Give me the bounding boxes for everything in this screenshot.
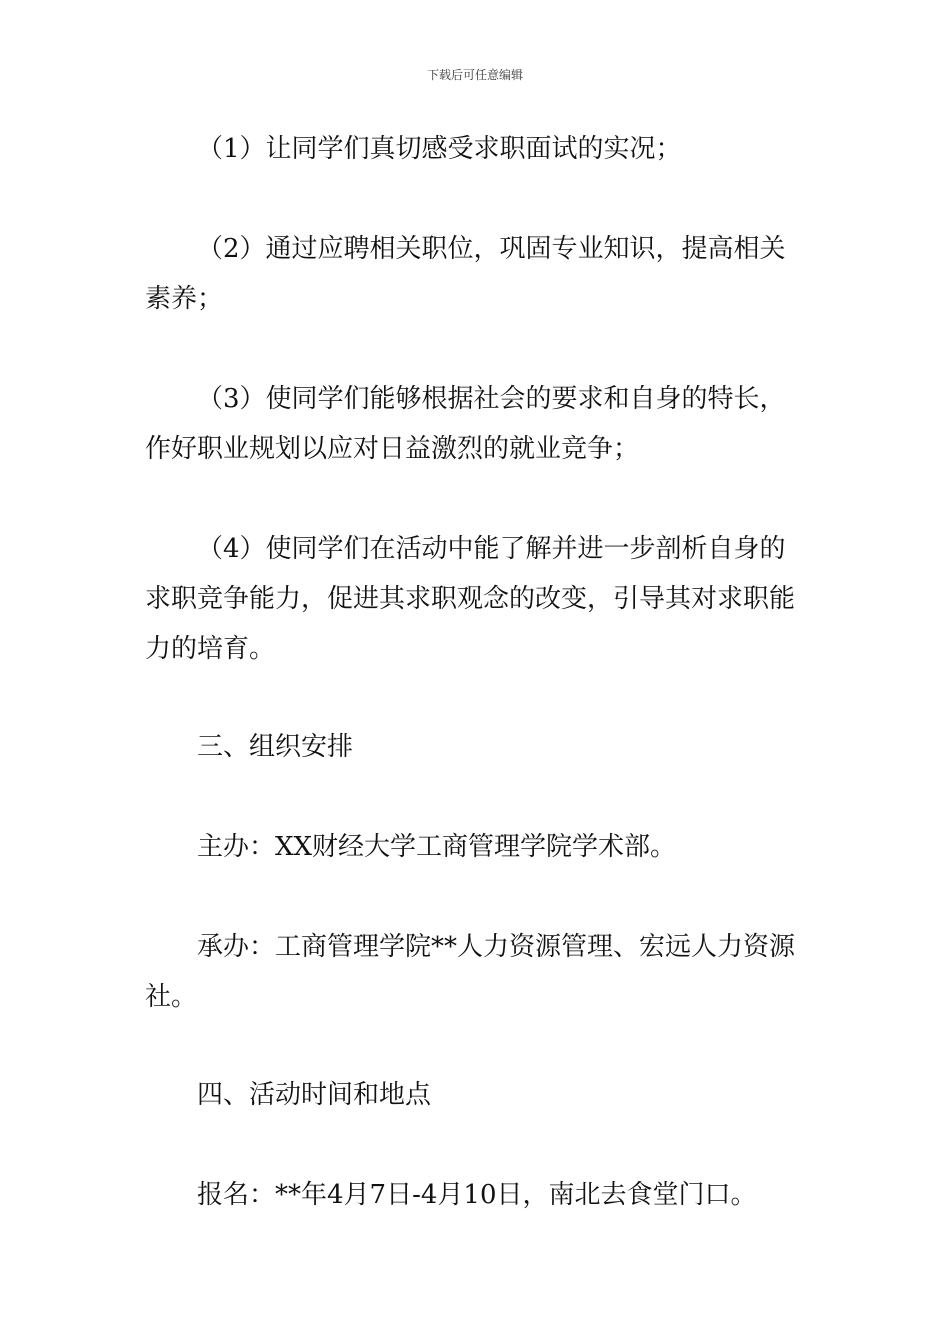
objective-3: （3）使同学们能够根据社会的要求和自身的特长，作好职业规划以应对日益激烈的就业竞争； [145,384,786,464]
organizer-undertaker: 承办：工商管理学院**人力资源管理、宏远人力资源社。 [145,932,796,1012]
organizer-host: 主办：XX财经大学工商管理学院学术部。 [197,832,677,862]
objective-2: （2）通过应聘相关职位，巩固专业知识，提高相关素养； [145,234,786,314]
registration-info: 报名：**年4月7日-4月10日，南北去食堂门口。 [197,1180,757,1210]
page-header-note: 下载后可任意编辑 [426,68,523,82]
section-heading-organization: 三、组织安排 [197,732,354,762]
objective-1: （1）让同学们真切感受求职面试的实况； [197,134,682,164]
section-heading-time-place: 四、活动时间和地点 [197,1080,432,1110]
objective-4: （4）使同学们在活动中能了解并进一步剖析自身的求职竞争能力，促进其求职观念的改变，引导其对求职能力的培育。 [145,534,796,664]
